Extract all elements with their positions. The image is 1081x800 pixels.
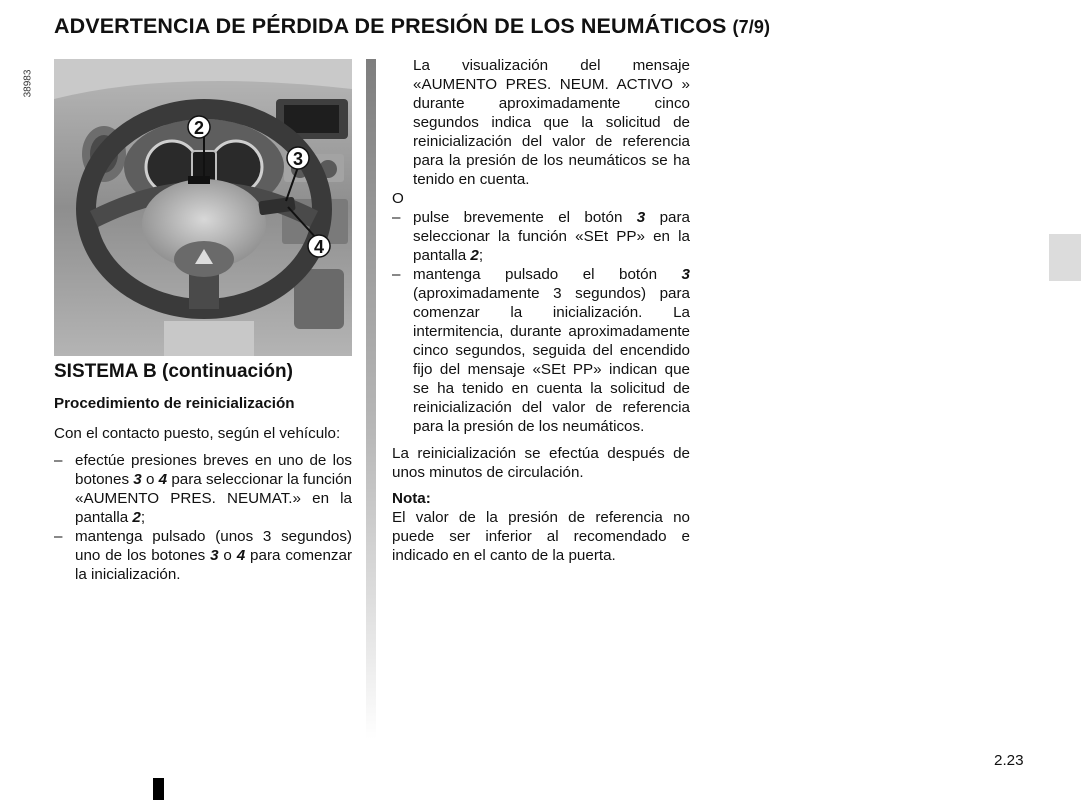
section-title: SISTEMA B (continuación) [54, 361, 293, 382]
note-title [392, 489, 690, 508]
page-number: 2.23 [994, 752, 1024, 769]
display-ref: 2 [132, 509, 141, 526]
bullet-text: mantenga pulsado (unos 3 segundos) uno de los botones [75, 528, 352, 564]
button-ref: 4 [158, 471, 168, 488]
bullet-text: para seleccionar la función «AUMENTO PRES. NEUMAT.» en la pantalla [75, 471, 353, 526]
intro-text-content: Con el contacto puesto, según el vehículo: [54, 425, 341, 442]
bullet-text: para seleccionar la función «SEt PP» en la pantalla [413, 209, 690, 264]
bullet-text: pulse brevemente el botón [413, 209, 637, 226]
figure-code-text: 38983 [22, 69, 34, 98]
bullet-text: para comenzar la inicialización. [75, 547, 352, 583]
callout-3 [287, 147, 309, 169]
bullet-dash: – [54, 452, 63, 469]
note-text: El valor de la presión de referencia no puede ser inferior al recomendado e indicado en el canto de la puerta. [392, 509, 690, 564]
button-ref: 3 [636, 209, 646, 226]
crop-mark [153, 778, 164, 800]
dashboard-photo [54, 59, 352, 356]
callout-4 [308, 235, 330, 257]
list-item [54, 451, 352, 527]
title-text: ADVERTENCIA DE PÉRDIDA DE PRESIÓN DE LOS NEUMÁTICOS [54, 14, 727, 38]
column-divider-bar [366, 59, 376, 739]
callout-2 [188, 116, 210, 138]
display-ref: 2 [470, 247, 479, 264]
svg-text:3: 3 [292, 149, 304, 169]
confirmation-text: La visualización del mensaje «AUMENTO PRES. NEUM. ACTIVO » durante aproximadamente cinco segundos indica que la solicitud de reinicialización del valor de referencia para la presión de los neumáticos se ha tenido en cuenta. [413, 57, 690, 188]
note-title-text: Nota: [392, 490, 431, 507]
button-ref: 3 [210, 547, 219, 564]
confirmation-paragraph [392, 56, 690, 189]
list-item [54, 527, 352, 584]
list-item [392, 265, 690, 436]
right-column [392, 56, 690, 565]
intro-text [54, 424, 352, 443]
bullet-text: mantenga pulsado el botón [413, 266, 682, 283]
button-ref: 4 [236, 547, 246, 564]
bullet-text: (aproximadamente 3 segundos) para comenzar la inicialización. La intermitencia, durante aproximadamente cinco segundos, seguida del encendido fijo del mensaje «SEt PP» indican que se ha tenido en cuenta la solicitud de reinicialización del valor de referencia para la presión de los neumáticos. [413, 285, 690, 435]
button-ref: 3 [133, 471, 142, 488]
bullet-text: efectúe presiones breves en uno de los botones [75, 452, 352, 488]
svg-text:4: 4 [313, 237, 325, 257]
bullet-dash: – [54, 528, 63, 545]
procedure-subtitle: Procedimiento de reinicialización [54, 395, 295, 412]
figure-code [20, 64, 50, 104]
bullet-text: o [141, 471, 159, 488]
reset-paragraph: La reinicialización se efectúa después de unos minutos de circulación. [392, 445, 690, 481]
title-page-of: (7/9) [732, 17, 771, 37]
svg-text:2: 2 [193, 118, 205, 138]
button-ref: 3 [681, 266, 690, 283]
page-title [54, 14, 954, 39]
or-separator: O [392, 190, 404, 207]
bullet-text: ; [478, 247, 484, 264]
bullet-text: ; [140, 509, 146, 526]
list-item [392, 208, 690, 265]
bullet-dash: – [392, 266, 401, 283]
chapter-tab [1049, 234, 1081, 281]
bullet-text: o [218, 547, 237, 564]
bullet-dash: – [392, 209, 401, 226]
left-column [54, 360, 352, 584]
